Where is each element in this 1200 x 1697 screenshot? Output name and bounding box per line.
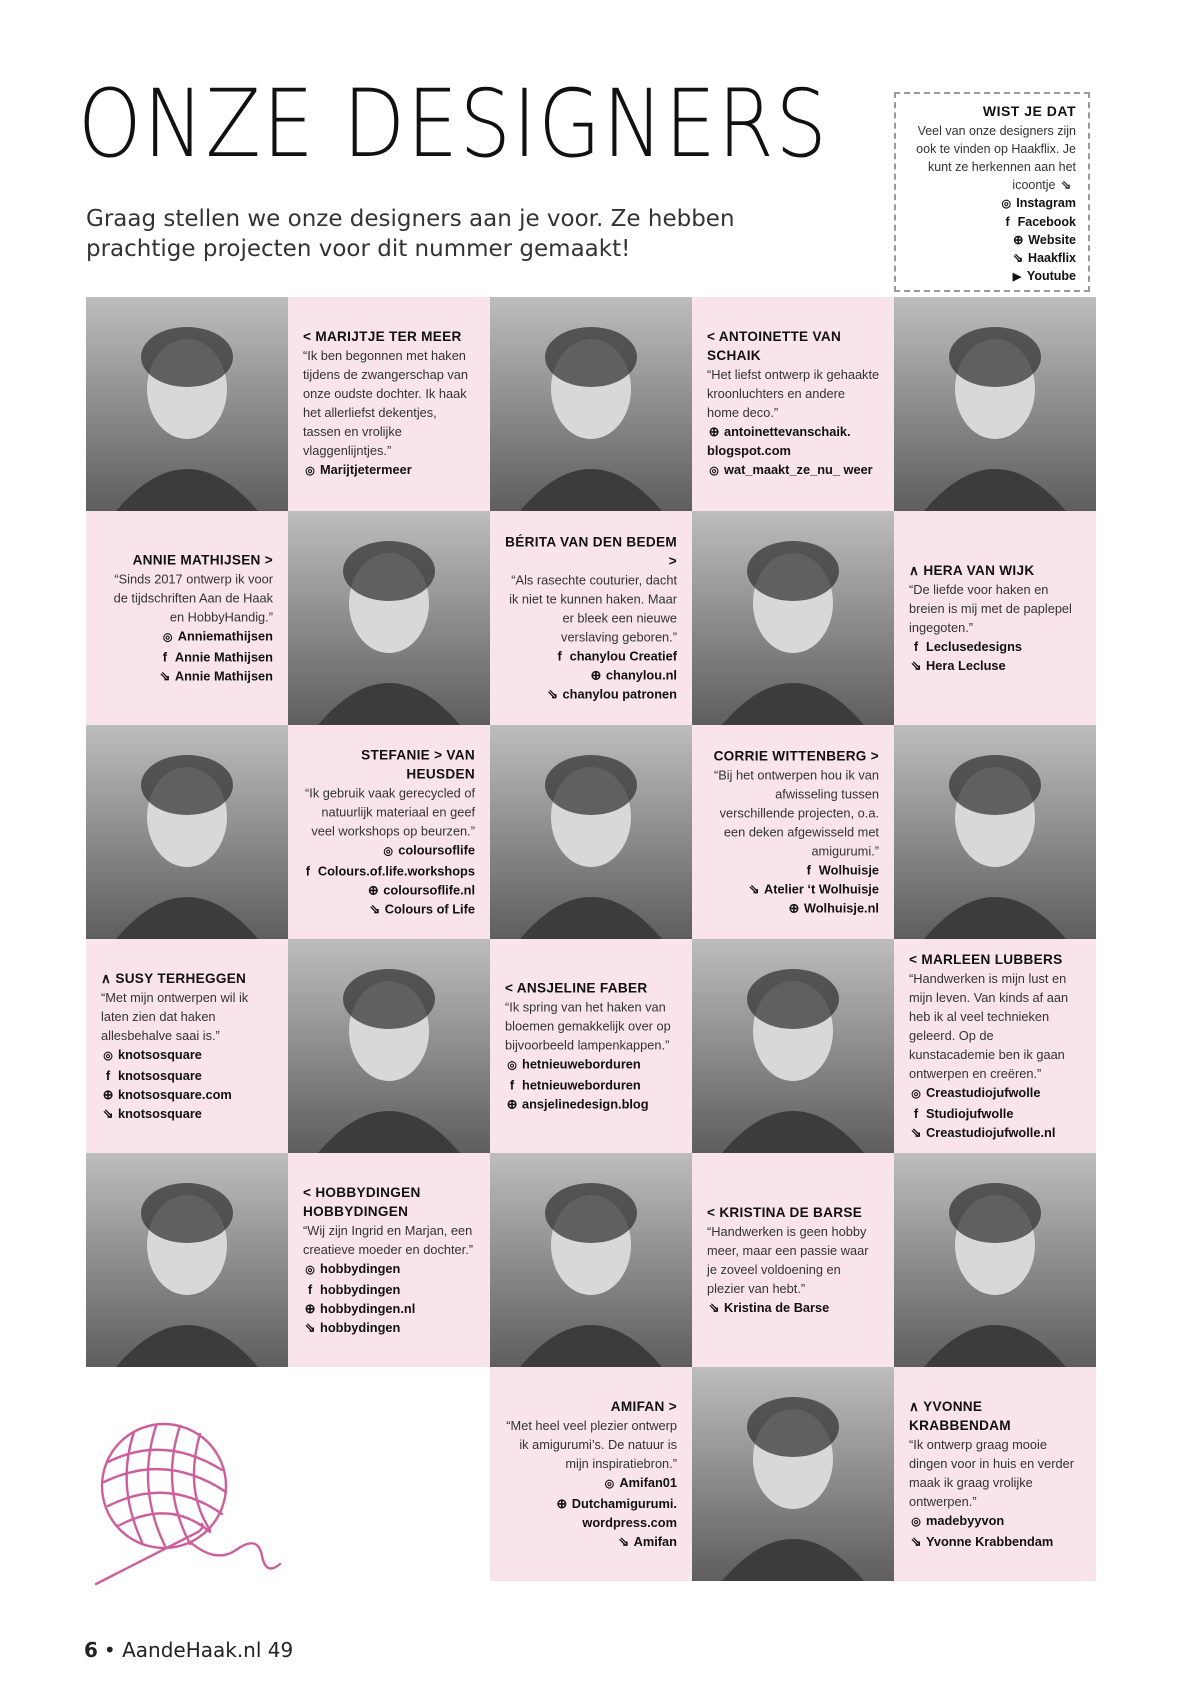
designer-quote: “Ik gebruik vaak gerecycled of natuurlijk materiaal en geef veel workshops op beurzen.” <box>305 785 475 839</box>
social-link-haakflix[interactable] <box>101 1104 274 1123</box>
facebook-icon: f <box>806 862 811 878</box>
page-number: 6 <box>84 1638 98 1662</box>
designer-card <box>86 939 288 1153</box>
facebook-icon: f <box>305 863 310 879</box>
designer-quote: “Het liefst ontwerp ik gehaakte kroonluchters en andere home deco.” <box>707 367 880 420</box>
social-link-instagram[interactable] <box>101 1045 274 1066</box>
social-link-text: Studiojufwolle <box>926 1106 1014 1121</box>
haakflix-icon: ⇘ <box>910 1534 922 1549</box>
designer-quote: “De liefde voor haken en breien is mij met de paplepel ingegoten.” <box>909 582 1072 635</box>
facebook-icon: f <box>913 1106 919 1121</box>
designer-photo <box>490 297 692 511</box>
globe-icon: ⊕ <box>304 1301 316 1316</box>
social-link-facebook[interactable] <box>704 861 879 880</box>
social-link-instagram[interactable] <box>707 460 880 481</box>
social-link-instagram[interactable] <box>909 1083 1082 1104</box>
haakflix-icon: ⇘ <box>1060 178 1072 192</box>
instagram-icon: ◎ <box>604 1478 615 1490</box>
social-link-text: chanylou patronen <box>562 686 677 702</box>
social-link-haakflix[interactable] <box>300 900 475 919</box>
designer-quote: “Sinds 2017 ontwerp ik voor de tijdschriften Aan de Haak en HobbyHandig.” <box>113 571 273 625</box>
instagram-icon: ◎ <box>1001 198 1012 210</box>
footer-bullet: • <box>103 1638 116 1662</box>
designer-name: < MARLEEN LUBBERS <box>909 952 1063 967</box>
haakflix-icon: ⇘ <box>159 668 171 684</box>
instagram-icon: ◎ <box>911 1088 921 1100</box>
designer-photo <box>86 725 288 939</box>
haakflix-icon: ⇘ <box>369 901 381 917</box>
globe-icon: ⊕ <box>506 1096 518 1112</box>
info-box <box>894 92 1090 292</box>
designer-card <box>288 725 490 939</box>
social-link-facebook[interactable] <box>909 1104 1082 1123</box>
youtube-icon: ▶ <box>1012 271 1022 283</box>
globe-icon: ⊕ <box>1013 233 1024 247</box>
social-link-text: Colours of Life <box>384 901 475 917</box>
haakflix-icon: ⇘ <box>547 686 558 702</box>
social-link-website[interactable] <box>101 1085 274 1104</box>
designer-quote: “Ik ontwerp graag mooie dingen voor in huis en verder maak ik graag vrolijke ontwerpen.” <box>909 1437 1075 1509</box>
facebook-icon: f <box>1005 215 1010 229</box>
instagram-icon: ◎ <box>911 1516 921 1528</box>
haakflix-icon: ⇘ <box>618 1534 629 1549</box>
social-link-text: Creastudiojufwolle.nl <box>926 1125 1056 1140</box>
social-link-text: Yvonne Krabbendam <box>926 1534 1054 1549</box>
designer-name: < MARIJTJE TER MEER <box>303 329 462 344</box>
designer-quote: “Ik ben begonnen met haken tijdens de zwangerschap van onze oudste dochter. Ik haak het allerliefst dekentjes, tassen en vrolijke vlaggenlijntjes.” <box>303 348 469 458</box>
legend-youtube: ▶ Youtube <box>900 267 1076 286</box>
social-link-text: hetnieuweborduren <box>522 1077 641 1093</box>
social-link-text: Kristina de Barse <box>724 1300 830 1315</box>
social-link-text: Annie Mathijsen <box>174 649 273 665</box>
social-link-text: antoinettevanschaik. blogspot.com <box>707 424 851 458</box>
designer-quote: “Handwerken is geen hobby meer, maar een passie waar je zoveel voldoening en plezier van hebt.” <box>707 1224 869 1296</box>
social-link-instagram[interactable] <box>502 1473 677 1494</box>
designer-quote: “Ik spring van het haken van bloemen gemakkelijk over op bijvoorbeeld lampenkappen.” <box>505 999 671 1053</box>
designer-quote: “Handwerken is mijn lust en mijn leven. Van kinds af aan heb ik al veel technieken geleerd. Op de kunstacademie ben ik gaan ontwerpen en creëren.” <box>909 971 1069 1081</box>
social-link-text: coloursoflife <box>398 842 475 858</box>
facebook-icon: f <box>105 1068 111 1083</box>
yarn-ball-illustration <box>86 1414 286 1592</box>
designer-photo <box>490 725 692 939</box>
social-link-facebook[interactable] <box>502 647 677 666</box>
social-link-text: Anniemathijsen <box>177 628 273 644</box>
instagram-icon: ◎ <box>383 845 393 858</box>
legend-website: ⊕ Website <box>1013 233 1076 247</box>
social-link-haakflix[interactable] <box>502 1532 677 1551</box>
social-link-text: coloursoflife.nl <box>383 882 475 898</box>
social-link-facebook[interactable] <box>101 1066 274 1085</box>
social-link-haakflix[interactable] <box>909 1123 1082 1142</box>
social-link-text: knotsosquare <box>118 1068 202 1083</box>
globe-icon: ⊕ <box>708 424 720 439</box>
social-link-facebook[interactable] <box>505 1076 678 1095</box>
social-link-facebook[interactable] <box>909 637 1082 656</box>
social-link-text: hetnieuweborduren <box>522 1056 641 1072</box>
social-link-haakflix[interactable] <box>909 1532 1082 1551</box>
designer-name: < ANTOINETTE VAN SCHAIK <box>707 329 842 363</box>
designer-name: ∧ HERA VAN WIJK <box>909 563 1035 578</box>
designer-card <box>894 511 1096 725</box>
social-link-website[interactable] <box>505 1095 678 1114</box>
instagram-icon: ◎ <box>305 1264 315 1276</box>
designer-card <box>894 939 1096 1153</box>
social-link-text: Wolhuisje.nl <box>803 900 879 916</box>
social-link-text: Amifan01 <box>619 1475 677 1490</box>
haakflix-icon: ⇘ <box>1012 251 1024 265</box>
legend-haakflix: ⇘ Haakflix <box>1012 251 1076 265</box>
facebook-icon: f <box>557 648 562 664</box>
haakflix-icon: ⇘ <box>910 658 922 673</box>
designer-name: < HOBBYDINGEN HOBBYDINGEN <box>303 1185 421 1219</box>
designer-quote: “Met mijn ontwerpen wil ik laten zien dat haken allesbehalve saai is.” <box>101 990 249 1043</box>
social-link-text: Hera Lecluse <box>926 658 1006 673</box>
legend-instagram: ◎ Instagram <box>900 194 1076 213</box>
social-link-text: Annie Mathijsen <box>174 668 273 684</box>
social-link-website[interactable] <box>704 899 879 918</box>
social-link-instagram[interactable] <box>505 1055 678 1076</box>
social-link-haakflix[interactable] <box>704 880 879 899</box>
instagram-icon: ◎ <box>305 465 315 477</box>
social-link-website[interactable] <box>707 422 880 460</box>
globe-icon: ⊕ <box>102 1087 114 1102</box>
designer-card <box>288 297 490 511</box>
facebook-icon: f <box>509 1077 515 1093</box>
globe-icon: ⊕ <box>788 900 800 916</box>
social-link-text: chanylou.nl <box>605 667 677 683</box>
social-link-text: Dutchamigurumi. wordpress.com <box>571 1496 677 1530</box>
social-link-text: Creastudiojufwolle <box>926 1085 1041 1100</box>
intro-text: Graag stellen we onze designers aan je voor. Ze hebben prachtige projecten voor dit nummer gemaakt! <box>86 206 735 262</box>
designer-name: ∧ SUSY TERHEGGEN <box>101 971 247 986</box>
designer-name: STEFANIE > VAN HEUSDEN <box>361 747 475 782</box>
page-footer <box>84 1638 293 1662</box>
designer-card <box>490 939 692 1153</box>
designer-photo <box>86 1153 288 1367</box>
designer-card <box>894 1367 1096 1581</box>
designer-name: ∧ YVONNE KRABBENDAM <box>909 1399 1011 1433</box>
haakflix-icon: ⇘ <box>708 1300 720 1315</box>
social-link-text: knotsosquare.com <box>118 1087 232 1102</box>
designer-name: CORRIE WITTENBERG > <box>713 748 879 764</box>
designer-quote: “Met heel veel plezier ontwerp ik amigurumi’s. De natuur is mijn inspiratiebron.” <box>506 1418 677 1471</box>
page-title: ONZE DESIGNERS <box>78 70 829 179</box>
legend-facebook: f Facebook <box>900 213 1076 231</box>
haakflix-icon: ⇘ <box>304 1320 316 1335</box>
social-link-text: hobbydingen <box>320 1261 401 1276</box>
social-link-facebook[interactable] <box>98 648 273 667</box>
social-link-text: wat_maakt_ze_nu_ weer <box>724 462 873 477</box>
social-link-text: madebyyvon <box>926 1513 1005 1528</box>
social-link-instagram[interactable] <box>303 1259 476 1280</box>
designer-card <box>490 1367 692 1581</box>
social-link-haakflix[interactable] <box>502 685 677 704</box>
globe-icon: ⊕ <box>556 1496 568 1511</box>
info-box-text: Veel van onze designers zijn ook te vinden op Haakflix. Je kunt ze herkennen aan het icoontje ⇘ <box>916 124 1076 192</box>
designer-name: < ANSJELINE FABER <box>505 980 648 996</box>
info-box-title: WIST JE DAT <box>982 103 1076 119</box>
social-link-text: chanylou Creatief <box>569 648 677 664</box>
designer-photo <box>692 939 894 1153</box>
facebook-icon: f <box>307 1282 313 1297</box>
designer-photo <box>490 1153 692 1367</box>
social-link-haakflix[interactable] <box>303 1318 476 1337</box>
facebook-icon: f <box>913 639 919 654</box>
social-link-text: Atelier ‘t Wolhuisje <box>764 881 879 897</box>
designer-name: < KRISTINA DE BARSE <box>707 1205 863 1220</box>
social-link-website[interactable] <box>502 1494 677 1532</box>
social-link-text: Wolhuisje <box>818 862 879 878</box>
globe-icon: ⊕ <box>367 882 379 898</box>
social-link-text: Leclusedesigns <box>926 639 1023 654</box>
designer-photo <box>288 511 490 725</box>
designer-card <box>692 1153 894 1367</box>
haakflix-icon: ⇘ <box>748 881 760 897</box>
designer-card <box>692 297 894 511</box>
social-link-text: hobbydingen <box>320 1320 401 1335</box>
designer-photo <box>86 297 288 511</box>
designer-photo <box>894 1153 1096 1367</box>
instagram-icon: ◎ <box>709 465 719 477</box>
social-link-website[interactable] <box>300 881 475 900</box>
social-link-text: Colours.of.life.workshops <box>317 863 475 879</box>
designer-photo <box>894 725 1096 939</box>
instagram-icon: ◎ <box>507 1059 517 1072</box>
designer-name: ANNIE MATHIJSEN > <box>132 552 273 568</box>
social-link-text: ansjelinedesign.blog <box>522 1096 649 1112</box>
social-link-text: hobbydingen <box>320 1282 401 1297</box>
designer-name: AMIFAN > <box>610 1399 677 1414</box>
social-link-website[interactable] <box>502 666 677 685</box>
instagram-icon: ◎ <box>103 1050 113 1062</box>
social-link-text: knotsosquare <box>118 1106 202 1121</box>
designer-quote: “Als rasechte couturier, dacht ik niet te kunnen haken. Maar er bleek een nieuwe verslaving geboren.” <box>509 572 677 645</box>
social-link-haakflix[interactable] <box>909 656 1082 675</box>
publication-name: AandeHaak.nl 49 <box>122 1638 294 1662</box>
designer-card <box>490 511 692 725</box>
designer-photo <box>692 511 894 725</box>
social-link-haakflix[interactable] <box>98 667 273 686</box>
globe-icon: ⊕ <box>590 667 602 683</box>
designer-name: BÉRITA VAN DEN BEDEM > <box>505 534 677 569</box>
instagram-icon: ◎ <box>162 631 173 644</box>
haakflix-icon: ⇘ <box>910 1125 922 1140</box>
designer-card <box>692 725 894 939</box>
social-link-instagram[interactable] <box>909 1511 1082 1532</box>
social-link-instagram[interactable] <box>303 460 476 481</box>
designer-photo <box>288 939 490 1153</box>
social-link-text: Amifan <box>633 1534 677 1549</box>
social-link-haakflix[interactable] <box>707 1298 880 1317</box>
social-link-text: hobbydingen.nl <box>320 1301 416 1316</box>
social-link-text: Marijtjetermeer <box>320 462 412 477</box>
social-link-text: knotsosquare <box>118 1047 202 1062</box>
designer-photo <box>894 297 1096 511</box>
haakflix-icon: ⇘ <box>102 1106 114 1121</box>
social-link-facebook[interactable] <box>300 862 475 881</box>
social-link-instagram[interactable] <box>300 841 475 862</box>
social-link-website[interactable] <box>303 1299 476 1318</box>
social-link-facebook[interactable] <box>303 1280 476 1299</box>
designer-card <box>288 1153 490 1367</box>
designer-quote: “Bij het ontwerpen hou ik van afwisseling tussen verschillende projecten, o.a. een deken afgewisseld met amigurumi.” <box>713 767 879 859</box>
designer-card <box>86 511 288 725</box>
social-link-instagram[interactable] <box>98 627 273 648</box>
designer-photo <box>692 1367 894 1581</box>
facebook-icon: f <box>162 649 167 665</box>
designer-quote: “Wij zijn Ingrid en Marjan, een creatieve moeder en dochter.” <box>303 1223 474 1257</box>
